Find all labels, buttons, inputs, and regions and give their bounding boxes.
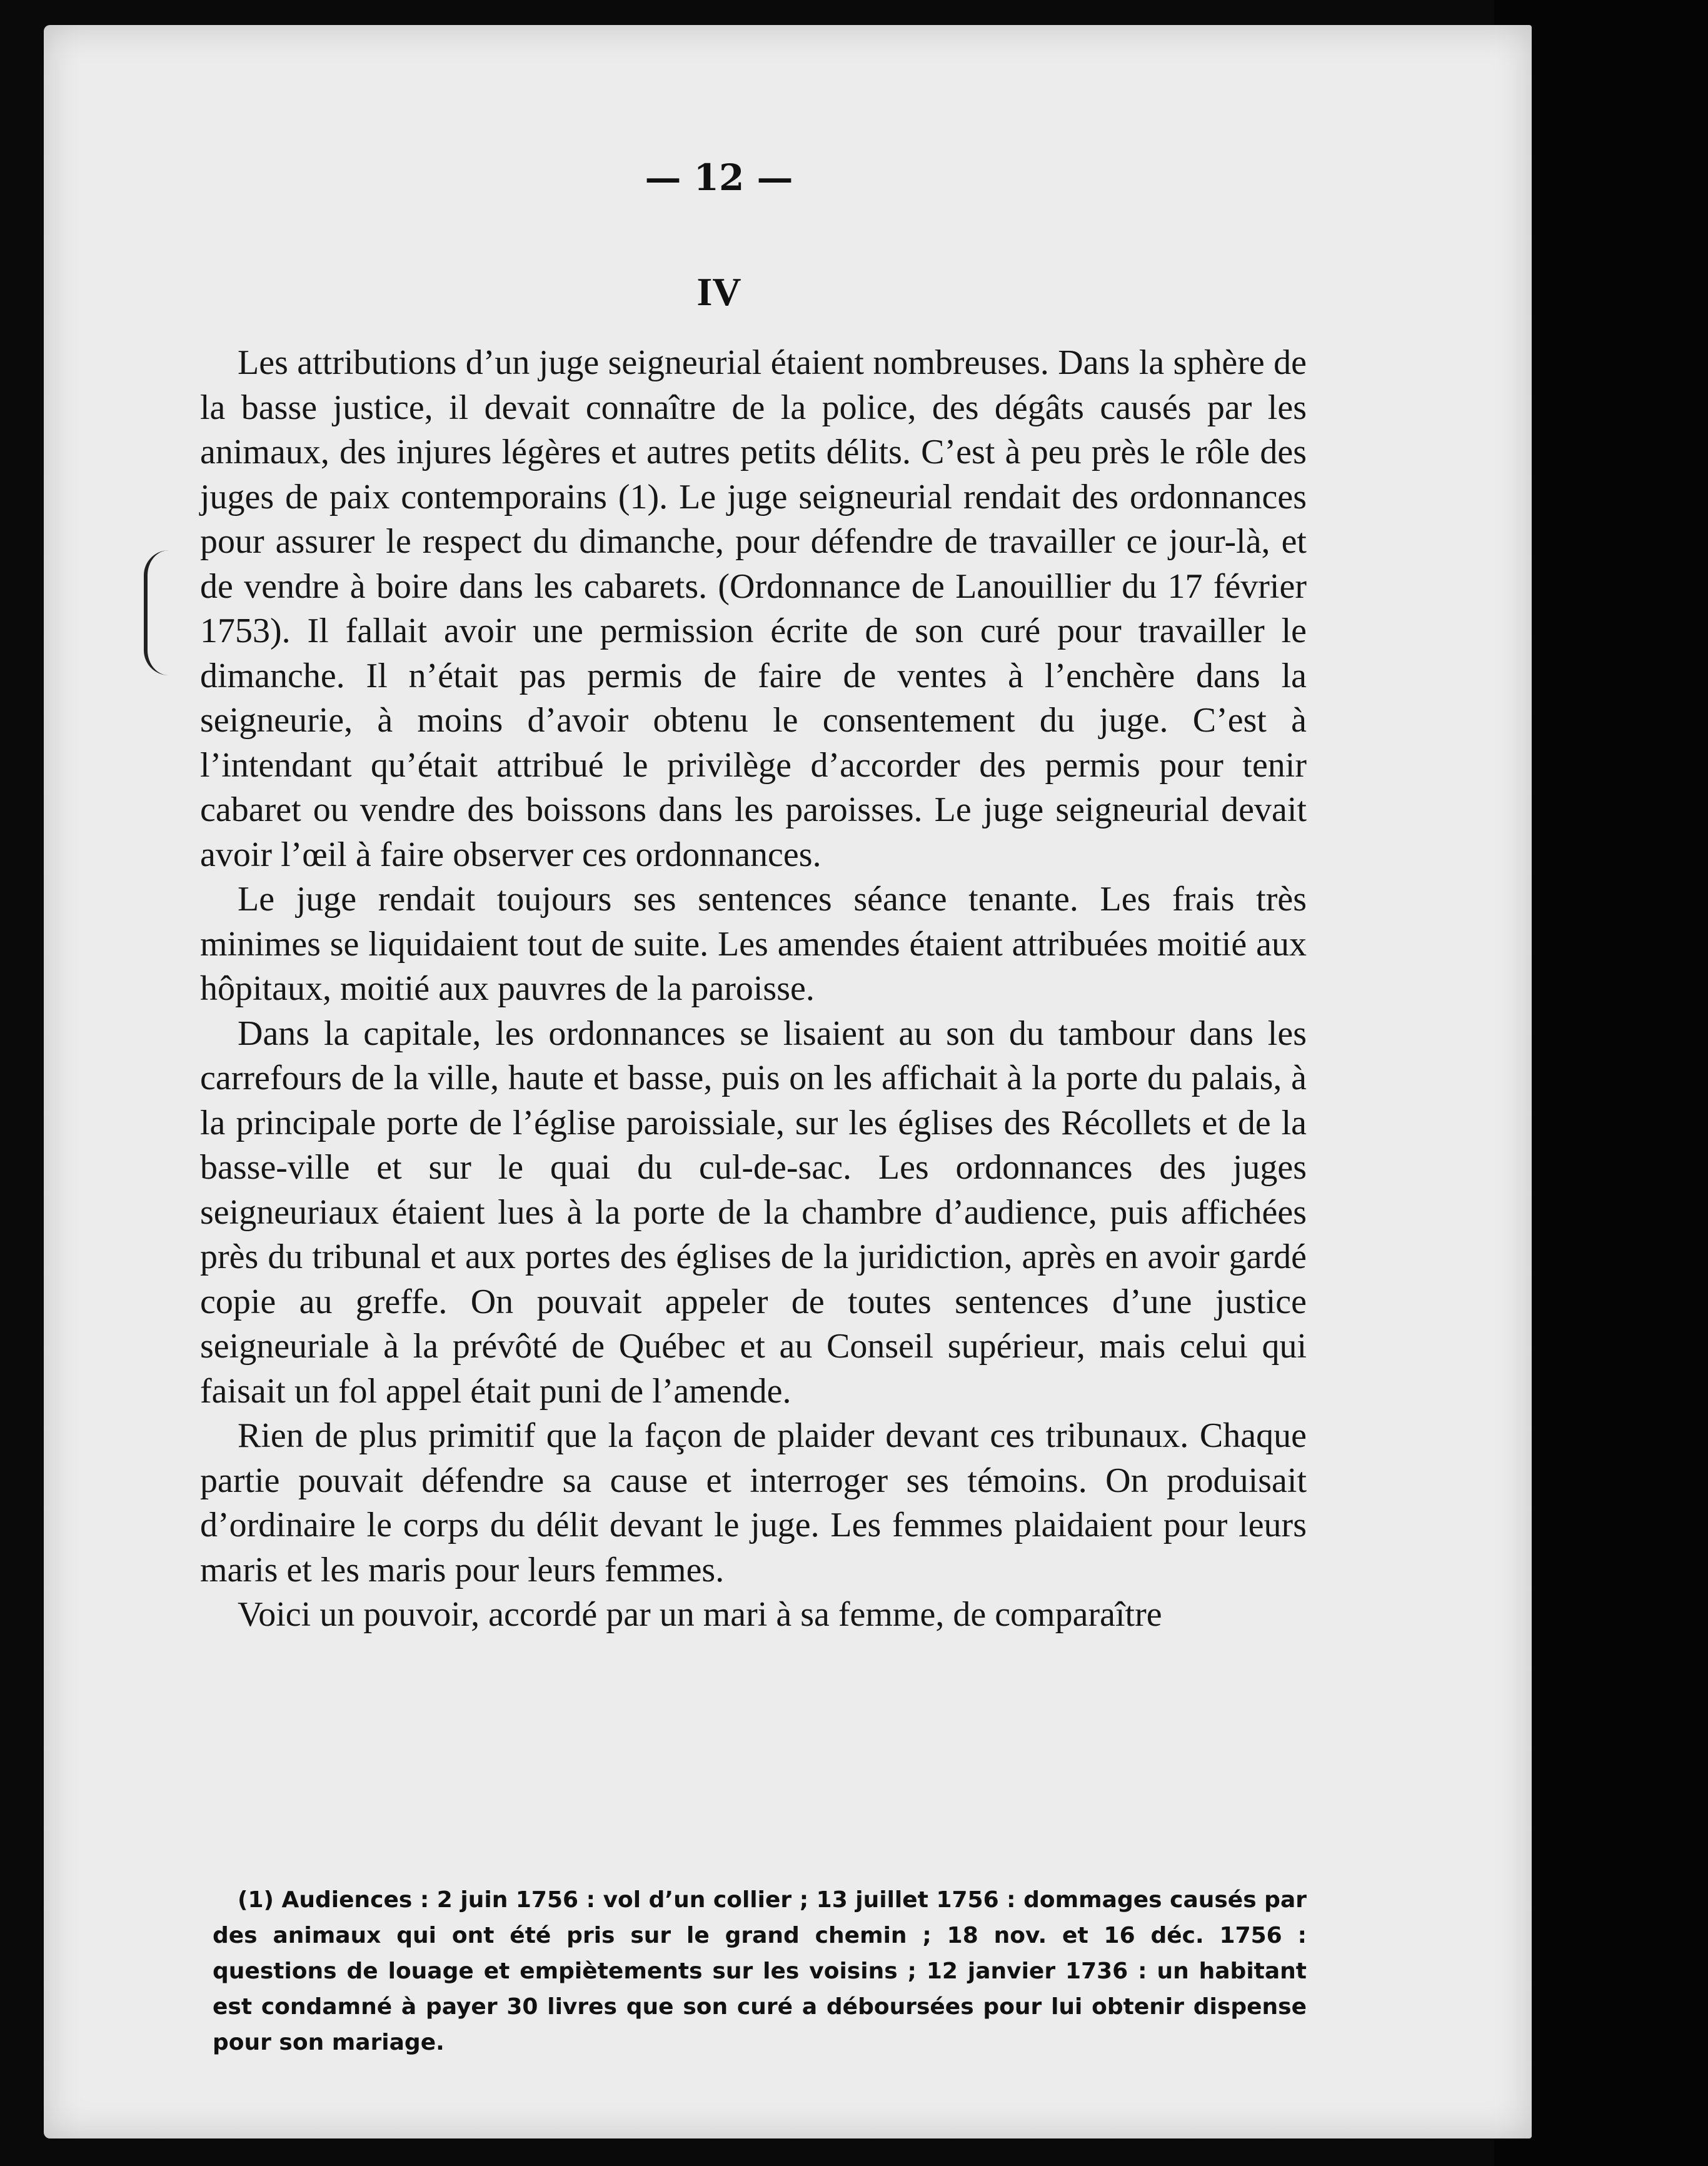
footnote xyxy=(213,1882,1307,2060)
paragraph: Les attributions d’un juge seigneurial étaient nombreuses. Dans la sphère de la basse justice, il devait connaître de la police, des dégâts causés par les animaux, des injures légères et autres petits délits. C’est à peu près le rôle des juges de paix contemporains (1). Le juge seigneurial rendait des ordonnances pour assurer le respect du dimanche, pour défendre de travailler ce jour-là, et de vendre à boire dans les cabarets. (Ordonnance de Lanouillier du 17 février 1753). Il fallait avoir une permission écrite de son curé pour travailler le dimanche. Il n’était pas permis de faire de ventes à l’enchère dans la seigneurie, à moins d’avoir obtenu le consentement du juge. C’est à l’intendant qu’était attribué le privilège d’accorder des permis pour tenir cabaret ou vendre des boissons dans les paroisses. Le juge seigneurial devait avoir l’œil à faire observer ces ordonnances. xyxy=(200,343,1307,874)
margin-bracket-mark xyxy=(144,550,173,675)
body-text xyxy=(200,341,1307,1638)
paragraph: Rien de plus primitif que la façon de plaider devant ces tribunaux. Chaque partie pouvait défendre sa cause et interroger ses témoins. On produisait d’ordinaire le corps du délit devant le juge. Les femmes plaidaient pour leurs maris et les maris pour leurs femmes. xyxy=(200,1416,1307,1589)
page-number: — 12 — xyxy=(645,156,793,199)
paragraph: Dans la capitale, les ordonnances se lisaient au son du tambour dans les carrefours de la ville, haute et basse, puis on les affichait à la porte du palais, à la principale porte de l’église paroissiale, sur les églises des Récollets et de la basse-ville et sur le quai du cul-de-sac. Les ordonnances des juges seigneuriaux étaient lues à la porte de la chambre d’audience, puis affichées près du tribunal et aux portes des églises de la juridiction, après en avoir gardé copie au greffe. On pouvait appeler de toutes sentences d’une justice seigneuriale à la prévôté de Québec et au Conseil supérieur, mais celui qui faisait un fol appel était puni de l’amende. xyxy=(200,1014,1307,1411)
paragraph: Le juge rendait toujours ses sentences séance tenante. Les frais très minimes se liquidaient tout de suite. Les amendes étaient attribuées moitié aux hôpitaux, moitié aux pauvres de la paroisse. xyxy=(200,880,1307,1008)
section-heading: IV xyxy=(696,269,741,314)
footnote-text: (1) Audiences : 2 juin 1756 : vol d’un collier ; 13 juillet 1756 : dommages causés par des animaux qui ont été pris sur le grand chemin ; 18 nov. et 16 déc. 1756 : questions de louage et empiètements sur les voisins ; 12 janvier 1736 : un habitant est condamné à payer 30 livres que son curé a déboursées pour lui obtenir dispense pour son mariage. xyxy=(213,1887,1307,2055)
paragraph: Voici un pouvoir, accordé par un mari à sa femme, de comparaître xyxy=(238,1595,1162,1634)
